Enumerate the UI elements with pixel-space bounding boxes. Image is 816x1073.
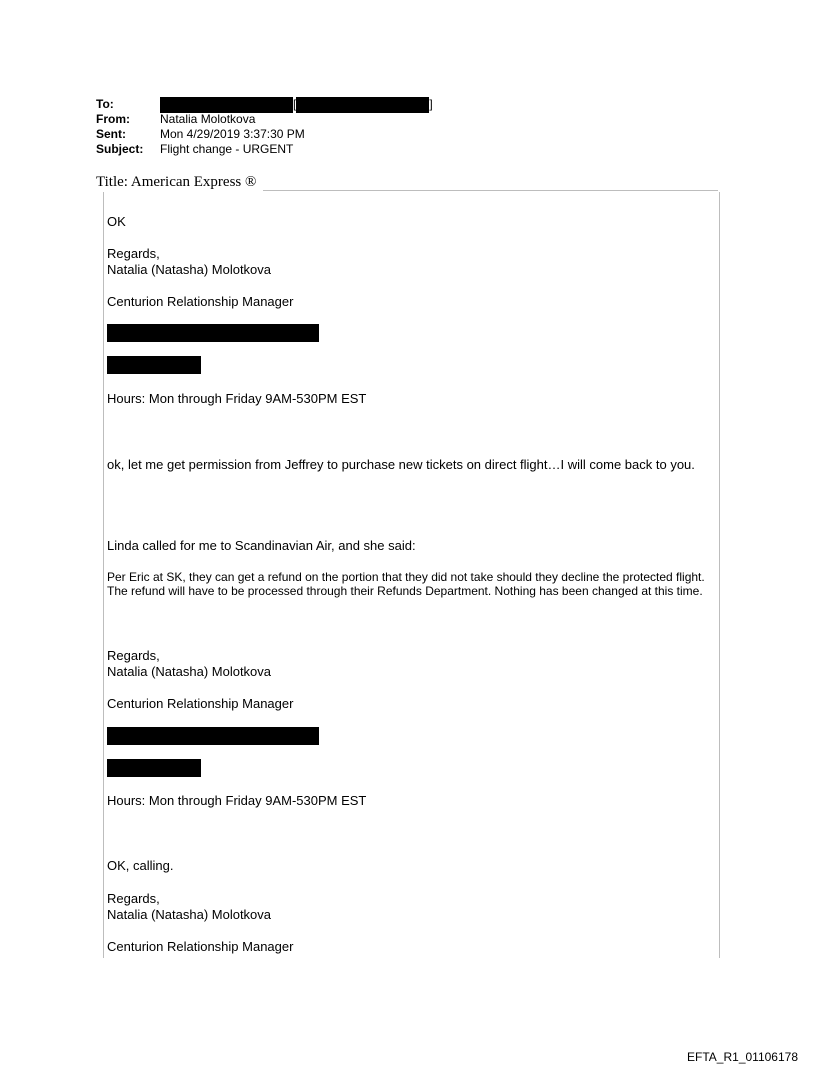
email-header [96,97,433,157]
title-divider [263,190,718,191]
to-value [160,97,433,112]
sender-title: Centurion Relationship Manager [107,696,294,711]
redaction-block [296,97,429,113]
to-label: To: [96,97,114,111]
sender-name: Natalia (Natasha) Molotkova [107,664,272,679]
subject-row [96,142,433,157]
message-calling: OK, calling. [107,858,174,873]
office-hours: Hours: Mon through Friday 9AM-530PM EST [107,793,367,808]
regards-line: Regards, [107,246,160,261]
document-id-footer: EFTA_R1_01106178 [687,1050,798,1064]
message-linda-called: Linda called for me to Scandinavian Air, and she said: [107,538,416,553]
sender-title: Centurion Relationship Manager [107,294,294,309]
document-title: Title: American Express ® [96,174,257,190]
message-ok: OK [107,214,126,229]
sent-row [96,127,433,142]
redaction-block [107,759,201,777]
from-value: Natalia Molotkova [160,112,256,126]
regards-line: Regards, [107,891,160,906]
redaction-block [107,324,319,342]
sender-name: Natalia (Natasha) Molotkova [107,907,272,922]
office-hours: Hours: Mon through Friday 9AM-530PM EST [107,391,367,406]
redaction-block [107,727,319,745]
regards-line: Regards, [107,648,160,663]
redaction-block [160,97,293,113]
sender-name: Natalia (Natasha) Molotkova [107,262,272,277]
from-row [96,112,433,127]
sender-title: Centurion Relationship Manager [107,939,294,954]
redaction-block [107,356,201,374]
to-row [96,97,433,112]
to-open-bracket: [ [293,97,297,111]
to-close-bracket: ] [429,97,433,111]
message-refund-details: Per Eric at SK, they can get a refund on the portion that they did not take should they decline the protected flight. The refund will have to be processed through their Refunds Department. Nothing has been changed at this time. [107,570,705,598]
sent-label: Sent: [96,127,126,141]
from-label: From: [96,112,130,126]
sent-value: Mon 4/29/2019 3:37:30 PM [160,127,305,141]
subject-value: Flight change - URGENT [160,142,294,156]
subject-label: Subject: [96,142,144,156]
message-permission: ok, let me get permission from Jeffrey to purchase new tickets on direct flight…I will come back to you. [107,457,695,472]
